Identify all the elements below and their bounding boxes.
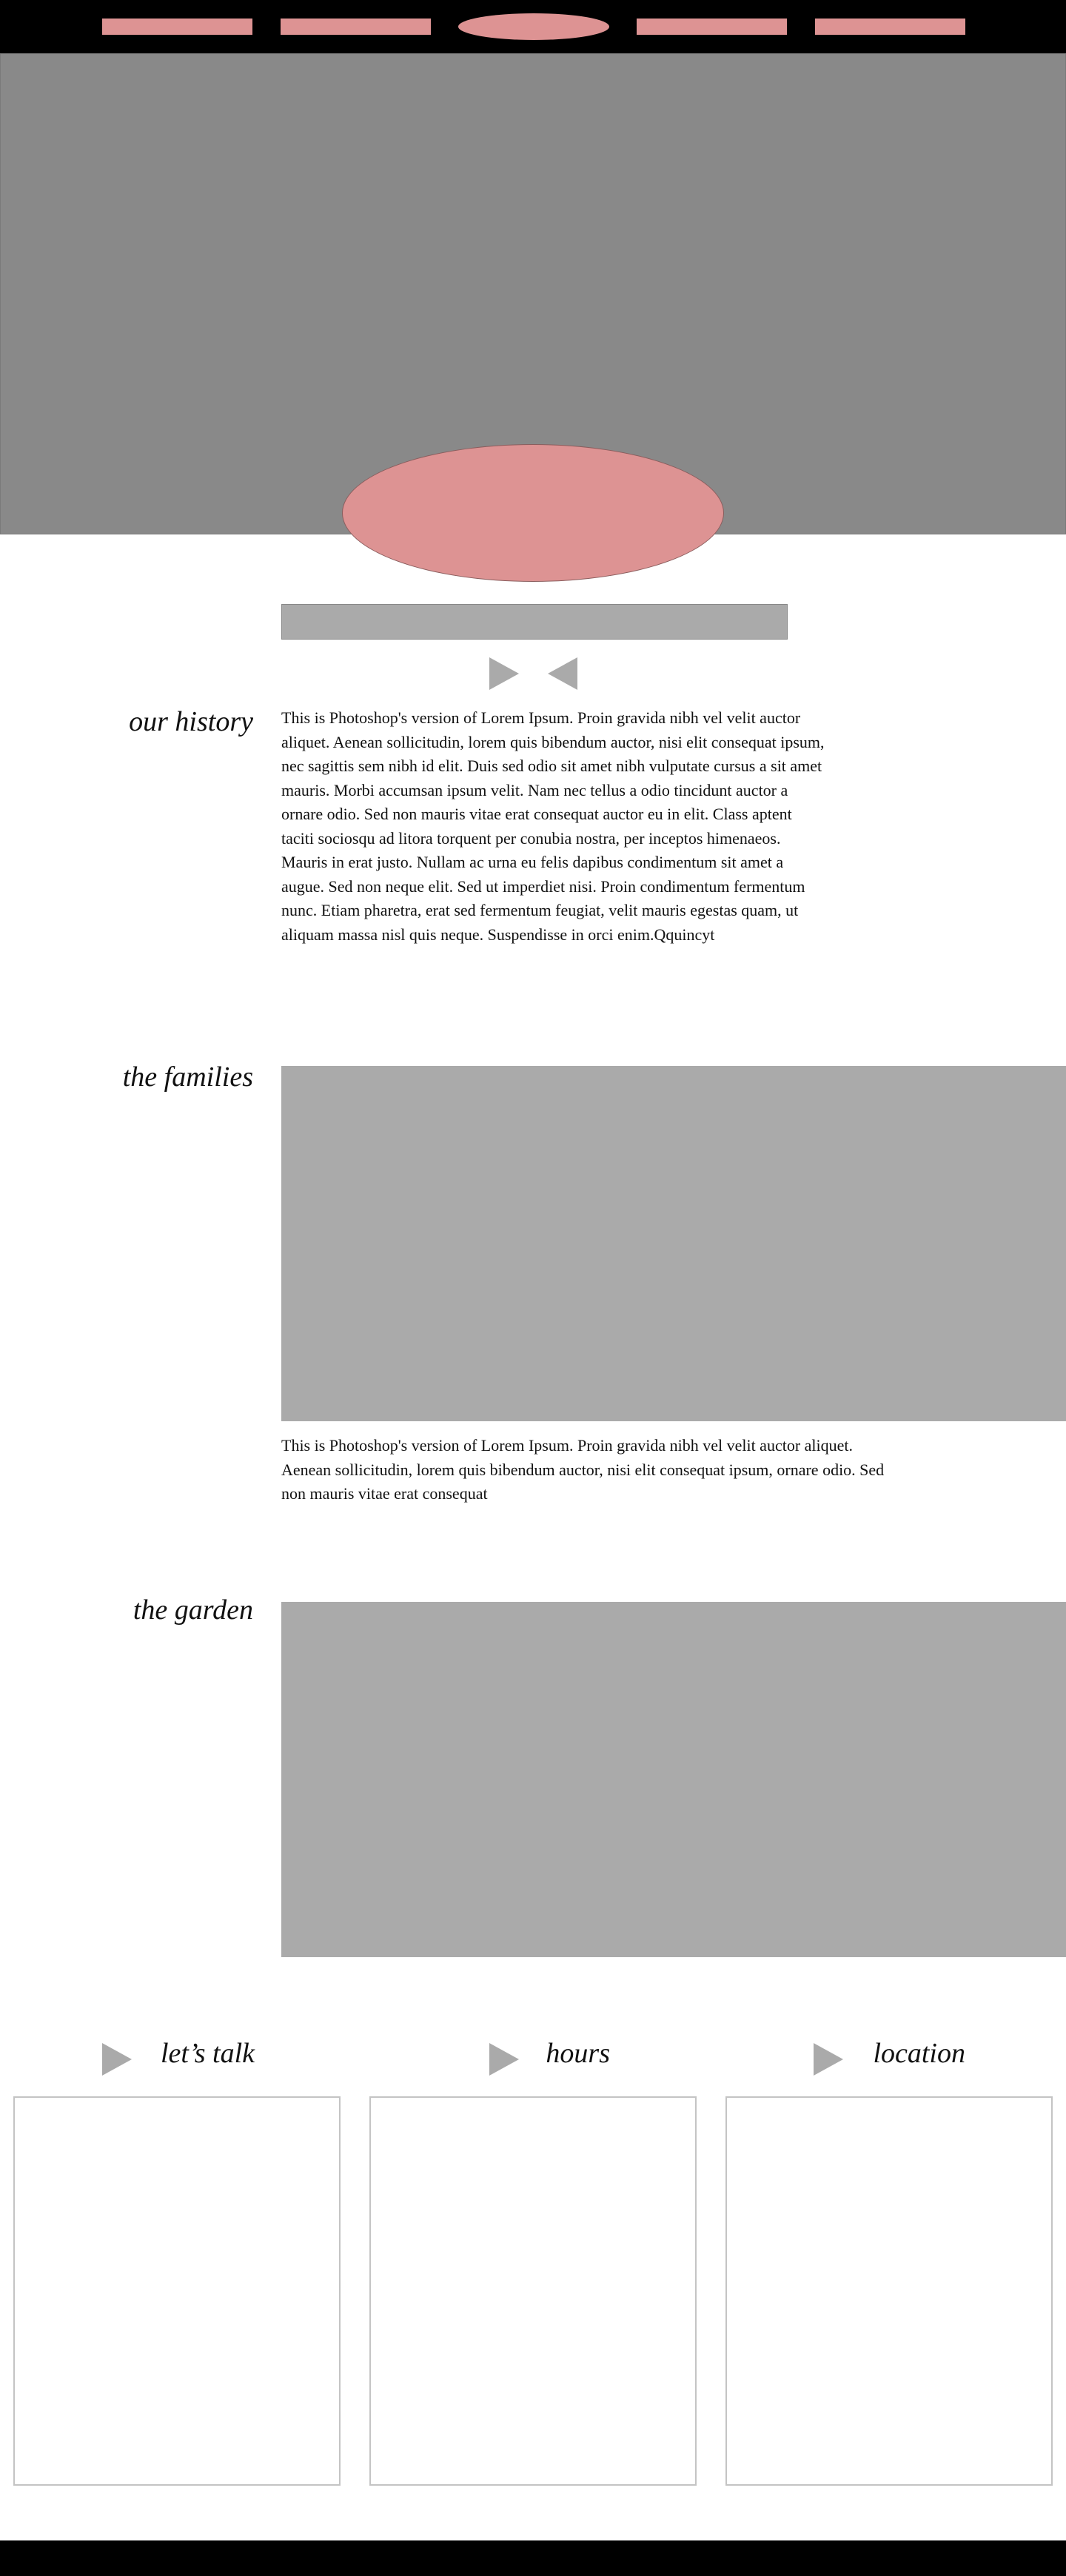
history-line: taciti sociosqu ad litora torquent per conubia nostra, per inceptos himenaeos. [281,828,781,848]
history-line: nunc. Etiam pharetra, erat sed fermentum feugiat, velit mauris egestas quam, ut [281,901,799,919]
families-heading: the families [122,1061,253,1093]
play-right-icon[interactable] [814,2043,843,2076]
families-line: This is Photoshop's version of Lorem Ipsum. Proin gravida nibh vel velit auctor aliquet. [281,1436,854,1455]
footer [0,2540,1066,2576]
history-line: aliquam massa nisl quis neque. Suspendisse in orci enim.Qquincyt [281,925,715,944]
garden-heading: the garden [133,1594,253,1626]
families-image [281,1066,1066,1421]
history-line: Mauris in erat justo. Nullam ac urna eu felis dapibus condimentum sit amet a [281,853,784,871]
location-panel [725,2096,1053,2486]
lets-talk-heading: let’s talk [160,2038,255,2069]
families-line: Aenean sollicitudin, lorem quis bibendum auctor, nisi elit consequat ipsum, ornare odio. Sed [281,1460,885,1479]
nav-item-1[interactable] [102,19,252,35]
play-left-icon[interactable] [548,657,577,690]
play-right-icon[interactable] [489,657,519,690]
nav-item-2[interactable] [281,19,431,35]
location-heading: location [873,2038,965,2069]
history-text [281,706,985,947]
families-text [281,1434,1022,1506]
nav-item-3[interactable] [637,19,787,35]
history-line: ornare odio. Sed non mauris vitae erat consequat auctor eu in elit. Class aptent [281,805,792,823]
families-line: non mauris vitae erat consequat [281,1484,488,1503]
history-line: augue. Sed non neque elit. Sed ut imperdiet nisi. Proin condimentum fermentum [281,876,805,896]
history-heading: our history [129,706,253,737]
hours-heading: hours [546,2038,610,2069]
nav-logo[interactable] [458,13,609,40]
nav-item-4[interactable] [815,19,965,35]
hero-logo[interactable] [342,444,724,582]
play-right-icon[interactable] [489,2043,519,2076]
history-line: mauris. Morbi accumsan ipsum velit. Nam nec tellus a odio tincidunt auctor a [281,780,788,799]
tagline-placeholder [281,604,788,640]
play-right-icon[interactable] [102,2043,132,2076]
top-navigation [0,0,1066,53]
hours-panel [369,2096,697,2486]
lets-talk-panel [13,2096,341,2486]
history-line: aliquet. Aenean sollicitudin, lorem quis bibendum auctor, nisi elit consequat ipsum, [281,732,825,751]
garden-image [281,1602,1066,1957]
history-line: This is Photoshop's version of Lorem Ipsum. Proin gravida nibh vel velit auctor [281,708,801,727]
history-line: nec sagittis sem nibh id elit. Duis sed odio sit amet nibh vulputate cursus a sit amet [281,757,822,775]
